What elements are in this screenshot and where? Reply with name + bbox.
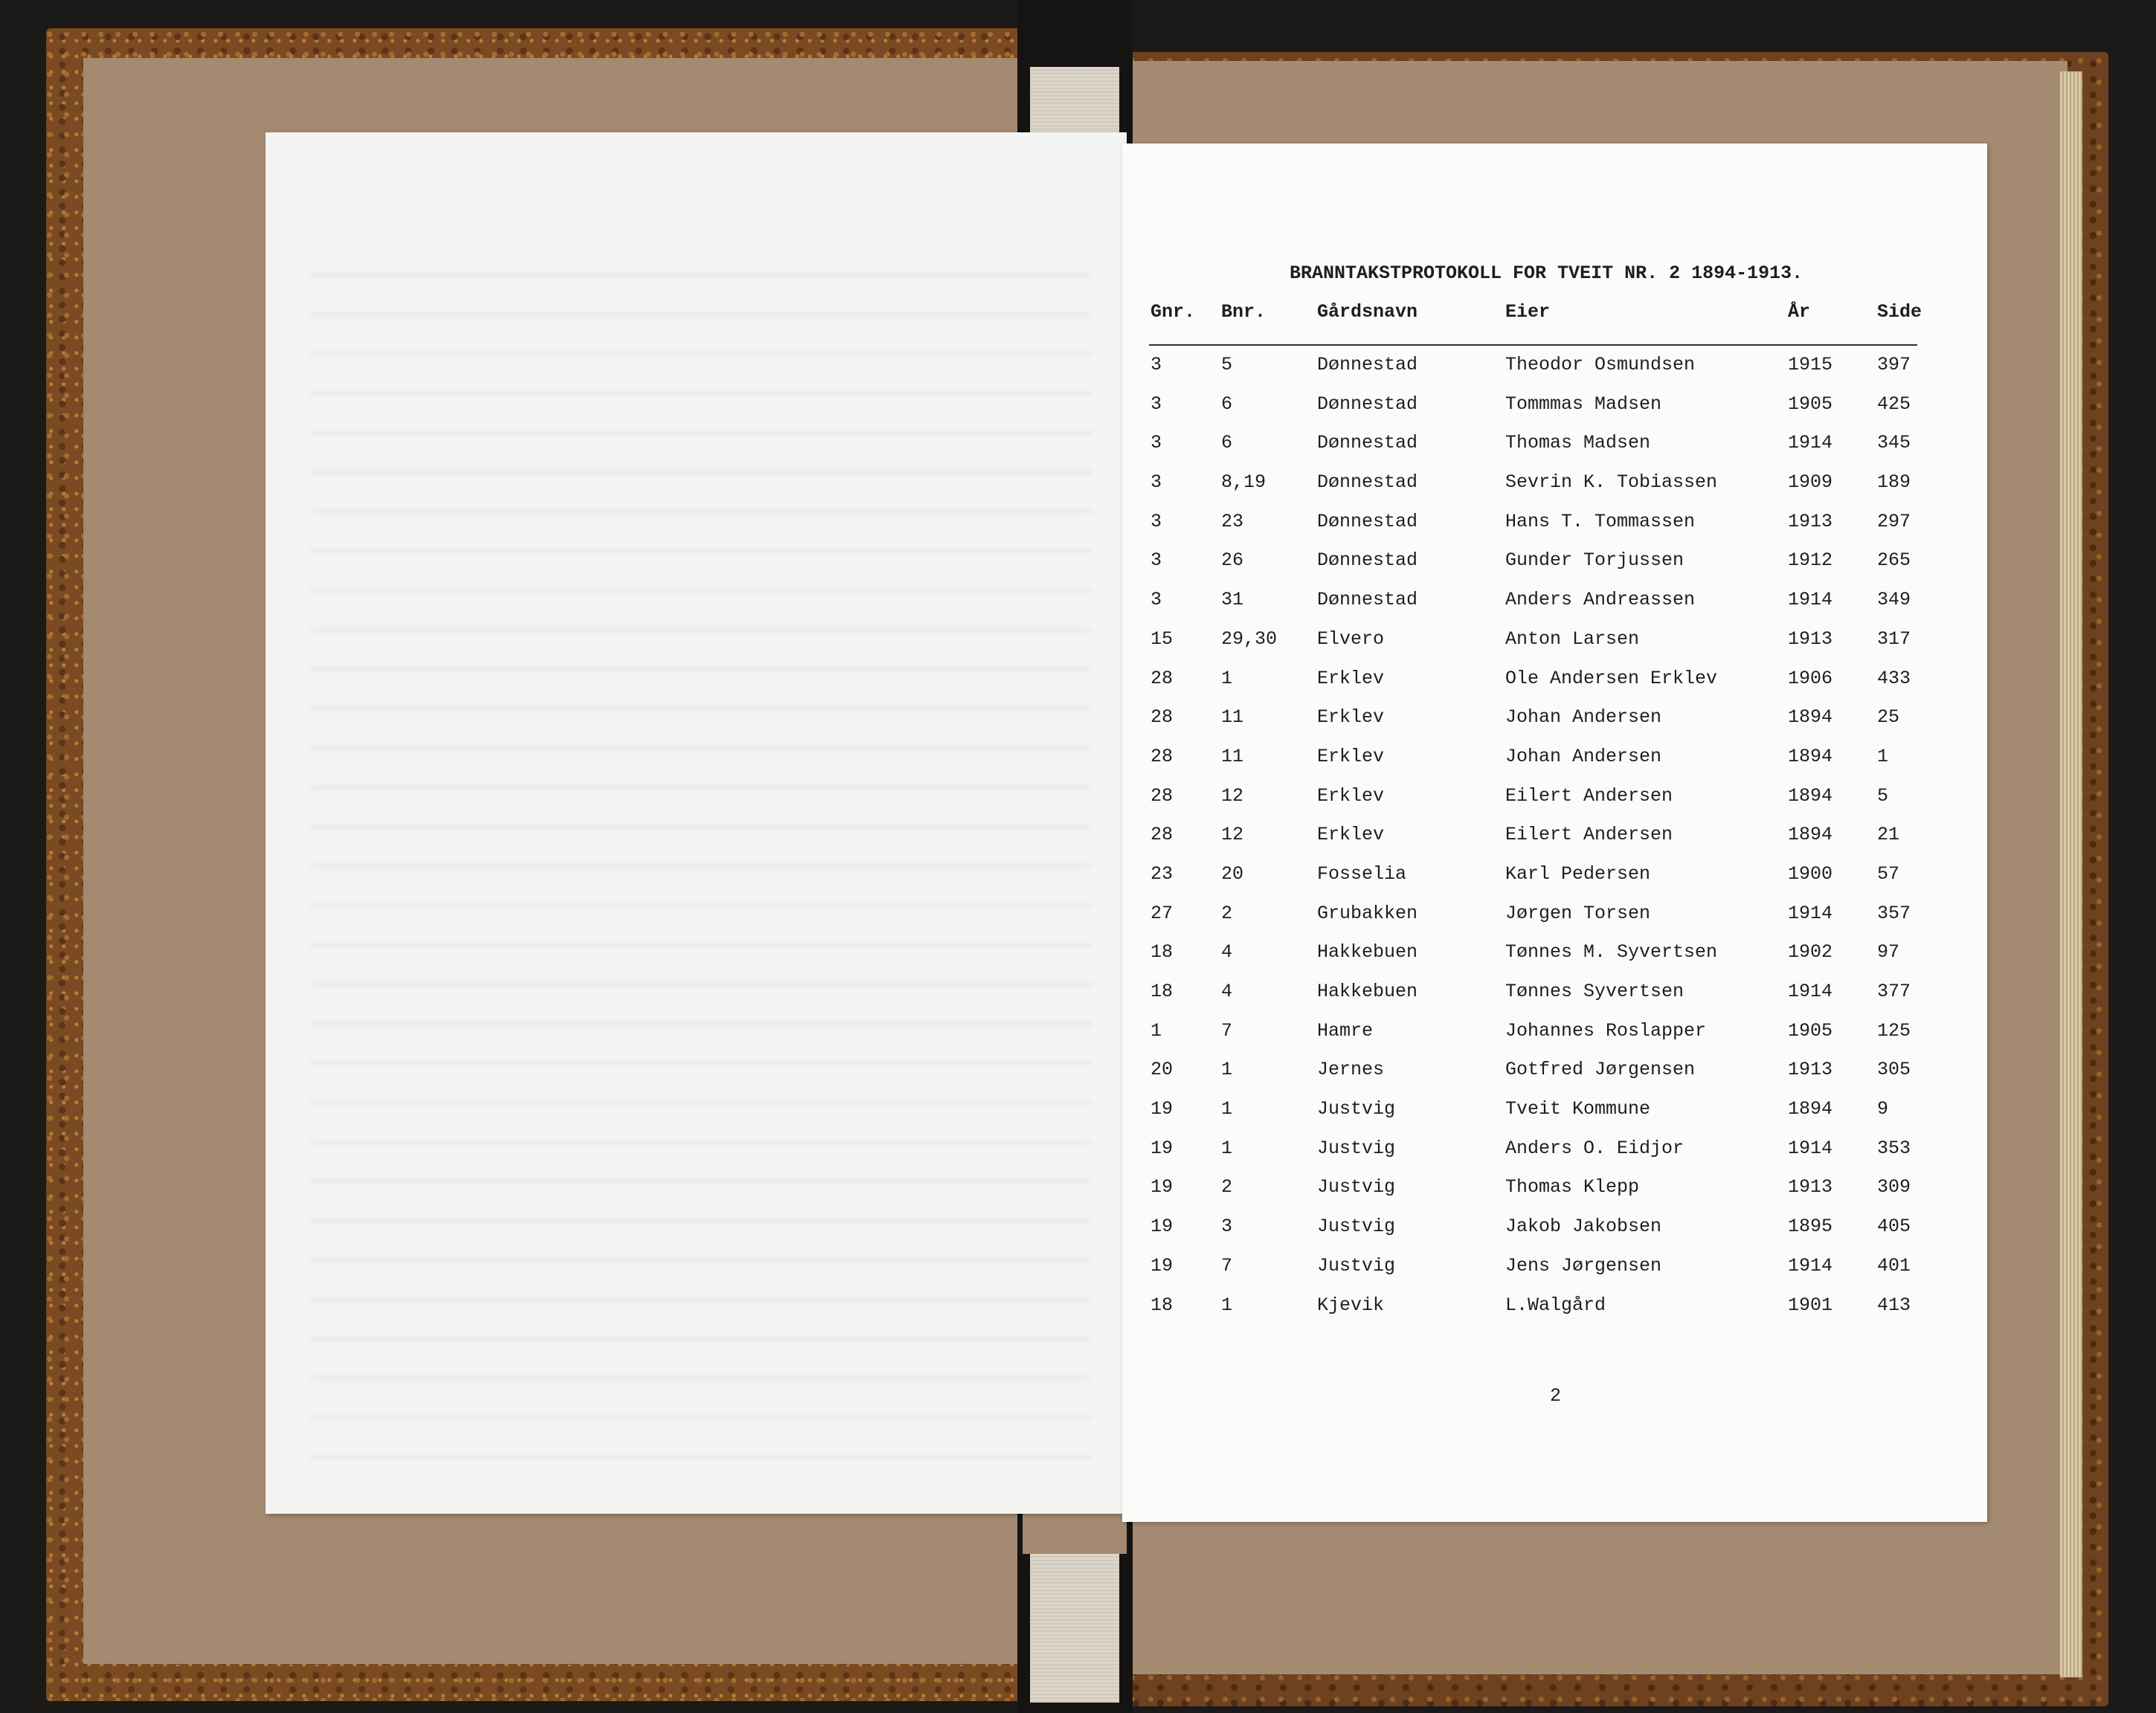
header-rule <box>1149 344 1917 346</box>
cell-gnr: 28 <box>1151 745 1174 767</box>
cell-ar: 1894 <box>1788 745 1833 767</box>
cell-eier: Ole Andersen Erklev <box>1505 667 1718 689</box>
cell-ar: 1895 <box>1788 1216 1833 1238</box>
table-row <box>1122 1255 1987 1294</box>
page-edges <box>2060 71 2082 1677</box>
cell-gnr: 27 <box>1151 902 1174 924</box>
cell-bnr: 1 <box>1221 1137 1233 1159</box>
document-title: BRANNTAKSTPROTOKOLL FOR TVEIT NR. 2 1894-1913. <box>1290 262 1803 284</box>
cell-bnr: 7 <box>1221 1254 1233 1277</box>
table-row <box>1122 785 1987 825</box>
cell-eier: Anders Andreassen <box>1505 589 1696 611</box>
cell-ar: 1914 <box>1788 1254 1833 1277</box>
cell-gnr: 1 <box>1151 1019 1162 1042</box>
cell-eier: Anton Larsen <box>1505 628 1640 650</box>
cell-eier: Eilert Andersen <box>1505 784 1673 807</box>
cell-ar: 1914 <box>1788 902 1833 924</box>
table-row <box>1122 471 1987 511</box>
cell-eier: Anders O. Eidjor <box>1505 1137 1684 1159</box>
cell-gnr: 28 <box>1151 706 1174 729</box>
table-row <box>1122 589 1987 628</box>
cell-gard: Grubakken <box>1317 902 1418 924</box>
cell-gard: Hamre <box>1317 1019 1374 1042</box>
cell-gnr: 18 <box>1151 941 1174 964</box>
cell-side: 57 <box>1877 862 1900 885</box>
cell-bnr: 2 <box>1221 1176 1233 1199</box>
cell-gnr: 19 <box>1151 1216 1174 1238</box>
cell-eier: Johan Andersen <box>1505 745 1662 767</box>
register-sheet <box>1122 143 1987 1522</box>
cell-gnr: 19 <box>1151 1137 1174 1159</box>
cell-bnr: 5 <box>1221 354 1233 375</box>
cell-bnr: 4 <box>1221 981 1233 1002</box>
cell-eier: Jakob Jakobsen <box>1505 1216 1662 1238</box>
cell-gnr: 23 <box>1151 862 1174 885</box>
cell-bnr: 1 <box>1221 1294 1233 1316</box>
cell-eier: Jens Jørgensen <box>1505 1254 1662 1277</box>
cell-bnr: 2 <box>1221 902 1233 924</box>
table-row <box>1122 1294 1987 1334</box>
table-row <box>1122 1020 1987 1059</box>
cell-gnr: 3 <box>1151 549 1162 572</box>
cell-ar: 1894 <box>1788 706 1833 729</box>
cell-side: 305 <box>1877 1059 1911 1081</box>
header-eier: Eier <box>1505 301 1551 323</box>
cell-side: 125 <box>1877 1019 1911 1042</box>
cell-side: 349 <box>1877 589 1911 611</box>
header-gardsnavn: Gårdsnavn <box>1317 301 1418 323</box>
cell-ar: 1906 <box>1788 667 1833 689</box>
page-number: 2 <box>1550 1385 1562 1407</box>
cell-gard: Hakkebuen <box>1317 981 1418 1002</box>
cell-bnr: 7 <box>1221 1019 1233 1042</box>
cell-gnr: 28 <box>1151 784 1174 807</box>
cell-gnr: 3 <box>1151 393 1162 415</box>
cell-bnr: 1 <box>1221 1059 1233 1081</box>
cell-side: 25 <box>1877 706 1900 729</box>
table-row <box>1122 511 1987 550</box>
cell-gard: Justvig <box>1317 1137 1396 1159</box>
cell-ar: 1894 <box>1788 784 1833 807</box>
cell-gard: Dønnestad <box>1317 471 1418 494</box>
cell-side: 345 <box>1877 432 1911 454</box>
cell-side: 397 <box>1877 354 1911 375</box>
table-row <box>1122 903 1987 942</box>
table-row <box>1122 668 1987 707</box>
cell-side: 1 <box>1877 745 1889 767</box>
cell-eier: Johan Andersen <box>1505 706 1662 729</box>
table-row <box>1122 354 1987 393</box>
cell-bnr: 1 <box>1221 1098 1233 1120</box>
cell-bnr: 8,19 <box>1221 471 1267 494</box>
cell-eier: Thomas Madsen <box>1505 432 1651 454</box>
cell-ar: 1912 <box>1788 549 1833 572</box>
cell-side: 21 <box>1877 824 1900 846</box>
cell-ar: 1905 <box>1788 393 1833 415</box>
table-row <box>1122 1138 1987 1177</box>
table-row <box>1122 1216 1987 1255</box>
cell-ar: 1894 <box>1788 824 1833 846</box>
cell-side: 97 <box>1877 941 1900 964</box>
cell-eier: Eilert Andersen <box>1505 824 1673 846</box>
cell-eier: Jørgen Torsen <box>1505 902 1651 924</box>
table-row <box>1122 1176 1987 1216</box>
cell-eier: Thomas Klepp <box>1505 1176 1640 1199</box>
cell-gard: Erklev <box>1317 784 1385 807</box>
register-document <box>1122 143 1987 1522</box>
cell-ar: 1913 <box>1788 628 1833 650</box>
cell-bnr: 1 <box>1221 667 1233 689</box>
table-row <box>1122 393 1987 433</box>
cell-gnr: 19 <box>1151 1098 1174 1120</box>
cell-eier: Tveit Kommune <box>1505 1098 1651 1120</box>
cell-gard: Kjevik <box>1317 1294 1385 1316</box>
cell-gard: Dønnestad <box>1317 510 1418 532</box>
cell-bnr: 26 <box>1221 549 1244 572</box>
cell-eier: Theodor Osmundsen <box>1505 354 1696 375</box>
cell-ar: 1901 <box>1788 1294 1833 1316</box>
cell-ar: 1902 <box>1788 941 1833 964</box>
cell-gnr: 19 <box>1151 1176 1174 1199</box>
cell-eier: Tønnes Syvertsen <box>1505 981 1684 1002</box>
cell-side: 5 <box>1877 784 1889 807</box>
cell-bnr: 6 <box>1221 432 1233 454</box>
cell-ar: 1913 <box>1788 1176 1833 1199</box>
cell-bnr: 12 <box>1221 784 1244 807</box>
cell-ar: 1915 <box>1788 354 1833 375</box>
cell-gard: Dønnestad <box>1317 549 1418 572</box>
cell-bnr: 6 <box>1221 393 1233 415</box>
table-row <box>1122 628 1987 668</box>
cell-eier: Johannes Roslapper <box>1505 1019 1707 1042</box>
cell-side: 377 <box>1877 981 1911 1002</box>
cell-gnr: 18 <box>1151 1294 1174 1316</box>
cell-bnr: 12 <box>1221 824 1244 846</box>
cell-side: 9 <box>1877 1098 1889 1120</box>
cell-eier: Karl Pedersen <box>1505 862 1651 885</box>
cell-ar: 1913 <box>1788 510 1833 532</box>
cell-bnr: 31 <box>1221 589 1244 611</box>
table-row <box>1122 549 1987 589</box>
cell-side: 357 <box>1877 902 1911 924</box>
header-bnr: Bnr. <box>1221 301 1267 323</box>
table-row <box>1122 941 1987 981</box>
cell-eier: Tommmas Madsen <box>1505 393 1662 415</box>
header-ar: År <box>1788 301 1811 323</box>
cell-ar: 1905 <box>1788 1019 1833 1042</box>
cell-side: 309 <box>1877 1176 1911 1199</box>
table-row <box>1122 746 1987 785</box>
cell-side: 297 <box>1877 510 1911 532</box>
cell-gard: Elvero <box>1317 628 1385 650</box>
cell-eier: Gotfred Jørgensen <box>1505 1059 1696 1081</box>
cell-side: 353 <box>1877 1137 1911 1159</box>
cell-gard: Justvig <box>1317 1176 1396 1199</box>
cell-gard: Jernes <box>1317 1059 1385 1081</box>
cell-gnr: 3 <box>1151 354 1162 375</box>
cell-gard: Erklev <box>1317 667 1385 689</box>
cell-side: 433 <box>1877 667 1911 689</box>
cell-gard: Dønnestad <box>1317 393 1418 415</box>
cell-gard: Hakkebuen <box>1317 941 1418 964</box>
blank-sheet-left <box>266 132 1127 1514</box>
cell-gard: Justvig <box>1317 1254 1396 1277</box>
cell-bnr: 23 <box>1221 510 1244 532</box>
cell-gard: Dønnestad <box>1317 432 1418 454</box>
cell-bnr: 11 <box>1221 745 1244 767</box>
cell-side: 189 <box>1877 471 1911 494</box>
cell-ar: 1914 <box>1788 589 1833 611</box>
cell-bnr: 29,30 <box>1221 628 1278 650</box>
cell-gard: Fosselia <box>1317 862 1407 885</box>
table-row <box>1122 1059 1987 1098</box>
cell-bnr: 20 <box>1221 862 1244 885</box>
cell-side: 405 <box>1877 1216 1911 1238</box>
cell-gnr: 3 <box>1151 471 1162 494</box>
table-row <box>1122 1098 1987 1138</box>
cell-ar: 1894 <box>1788 1098 1833 1120</box>
table-row <box>1122 706 1987 746</box>
cell-gard: Erklev <box>1317 824 1385 846</box>
cell-bnr: 4 <box>1221 941 1233 964</box>
cell-gnr: 19 <box>1151 1254 1174 1277</box>
show-through-text <box>310 244 1091 1471</box>
cell-gard: Dønnestad <box>1317 589 1418 611</box>
cell-ar: 1913 <box>1788 1059 1833 1081</box>
cell-gard: Dønnestad <box>1317 354 1418 375</box>
cell-gnr: 3 <box>1151 589 1162 611</box>
register-rows <box>1122 354 1987 1333</box>
cell-bnr: 11 <box>1221 706 1244 729</box>
cell-eier: Tønnes M. Syvertsen <box>1505 941 1718 964</box>
cell-ar: 1914 <box>1788 1137 1833 1159</box>
cell-gnr: 15 <box>1151 628 1174 650</box>
cell-gnr: 28 <box>1151 667 1174 689</box>
header-side: Side <box>1877 301 1922 323</box>
table-row <box>1122 432 1987 471</box>
cell-eier: L.Walgård <box>1505 1294 1606 1316</box>
cell-side: 425 <box>1877 393 1911 415</box>
cell-side: 401 <box>1877 1254 1911 1277</box>
cell-gnr: 28 <box>1151 824 1174 846</box>
cell-gard: Erklev <box>1317 745 1385 767</box>
cell-bnr: 3 <box>1221 1216 1233 1238</box>
cell-eier: Gunder Torjussen <box>1505 549 1684 572</box>
cell-side: 317 <box>1877 628 1911 650</box>
cell-gnr: 20 <box>1151 1059 1174 1081</box>
cell-gard: Justvig <box>1317 1216 1396 1238</box>
cell-gard: Erklev <box>1317 706 1385 729</box>
cell-ar: 1914 <box>1788 981 1833 1002</box>
cell-gard: Justvig <box>1317 1098 1396 1120</box>
cell-eier: Sevrin K. Tobiassen <box>1505 471 1718 494</box>
cell-ar: 1914 <box>1788 432 1833 454</box>
cell-ar: 1900 <box>1788 862 1833 885</box>
cell-side: 265 <box>1877 549 1911 572</box>
cell-eier: Hans T. Tommassen <box>1505 510 1696 532</box>
cell-side: 413 <box>1877 1294 1911 1316</box>
cell-gnr: 3 <box>1151 432 1162 454</box>
table-row <box>1122 981 1987 1020</box>
cell-ar: 1909 <box>1788 471 1833 494</box>
table-row <box>1122 824 1987 863</box>
header-gnr: Gnr. <box>1151 301 1196 323</box>
table-row <box>1122 863 1987 903</box>
cell-gnr: 3 <box>1151 510 1162 532</box>
cell-gnr: 18 <box>1151 981 1174 1002</box>
